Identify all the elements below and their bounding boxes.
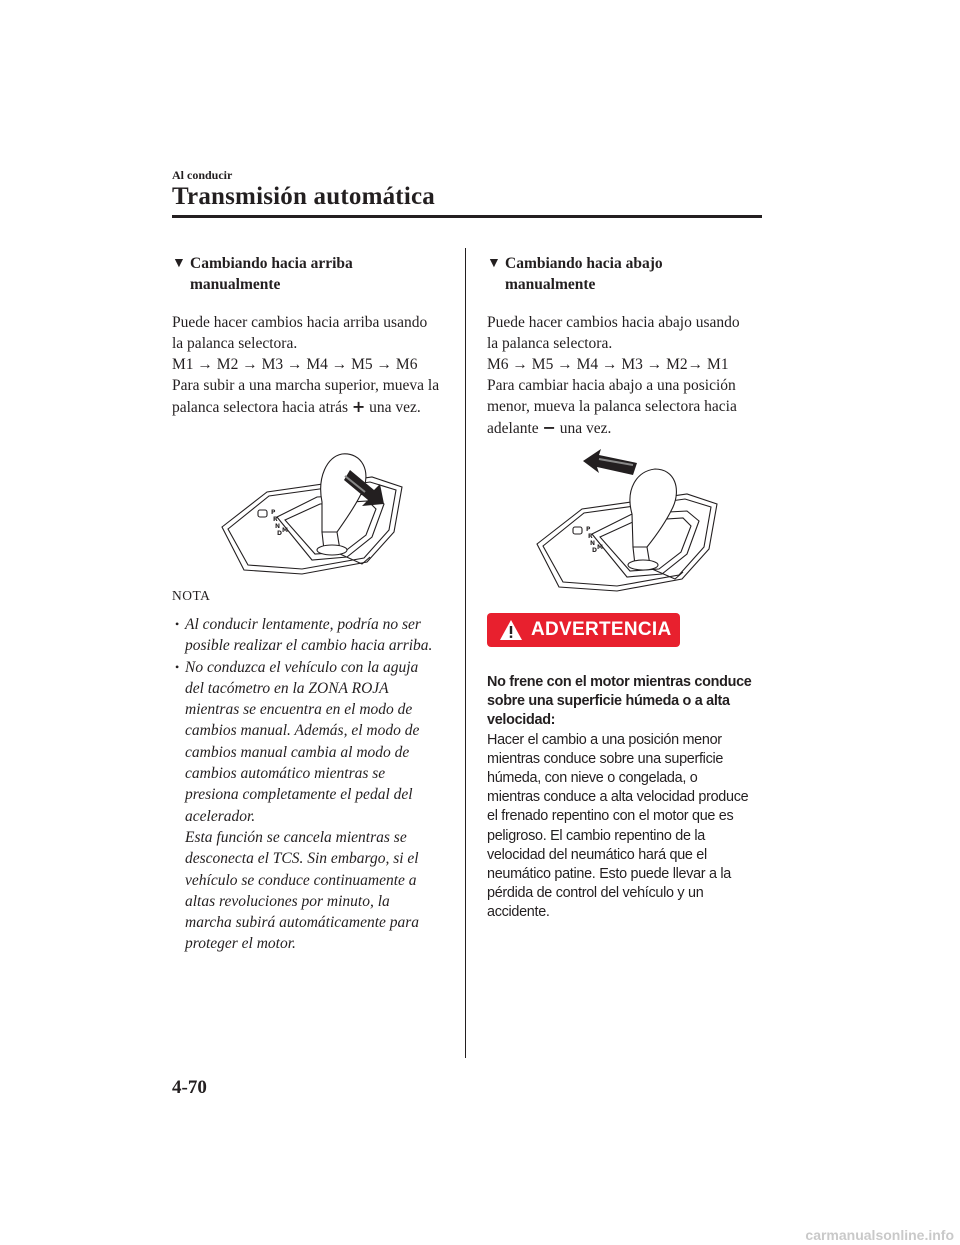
shift-label-r: R [273,516,278,523]
warning-text: No frene con el motor mientras conduce sobre una superficie húmeda o a alta velocidad: Hacer el cambio a una posición menor mientras conduce sobre una superficie húmeda, con nieve o congelada, o mientras conduce a alta velocidad produce el frenado repentino con el motor que es peligroso. El cambio repentino de la velocidad del neumático hará que el neumático patine. Esto puede llevar a la pérdida de control del vehículo y un accidente. [487,674,752,921]
triangle-marker-icon: ▼ [172,256,186,271]
arrow-forward-icon [583,449,637,475]
shift-label-m: M [282,527,288,534]
downshift-sequence: M6 → M5 → M4 → M3 → M2→ M1 [487,356,729,373]
page-number: 4-70 [172,1077,207,1098]
shift-label-r: R [588,533,593,540]
shift-label-d: D [277,530,282,537]
note-title: NOTA [172,588,211,603]
downshift-p2-line3: adelante − una vez. [487,418,612,437]
warning-label: ADVERTENCIA [531,619,672,640]
upshift-heading-line2: manualmente [190,276,281,293]
shift-label-n: N [590,540,596,547]
triangle-marker-icon: ▼ [487,256,501,271]
note-list [172,614,452,955]
upshift-heading-line1: Cambiando hacia arriba [190,255,353,272]
page-title: Transmisión automática [172,183,435,210]
shift-label-p: P [271,509,276,516]
upshift-body [172,312,452,418]
minus-icon: − [542,418,556,437]
shift-label-p: P [586,526,591,533]
downshift-p2-line2: menor, mueva la palanca selectora hacia [487,398,737,415]
downshift-heading-line2: manualmente [505,276,596,293]
plus-icon: + [351,397,366,416]
upshift-p2-line2: palanca selectora hacia atrás + una vez. [172,397,421,416]
downshift-heading-line1: Cambiando hacia abajo [505,255,663,272]
upshift-sequence: M1 → M2 → M3 → M4 → M5 → M6 [172,356,418,373]
upshift-heading [172,253,452,295]
downshift-heading [487,253,767,295]
warning-banner [487,613,680,647]
downshift-p2-line1: Para cambiar hacia abajo a una posición [487,377,736,394]
upshift-p1-line2: la palanca selectora. [172,335,298,352]
section-label: Al conducir [172,168,233,182]
column-divider [465,248,466,1058]
downshift-body [487,312,767,439]
upshift-p1-line1: Puede hacer cambios hacia arriba usando [172,314,428,331]
header-rule [172,215,762,218]
right-column [487,253,767,923]
warning-triangle-icon [499,619,523,641]
shift-label-d: D [592,547,597,554]
left-column [172,253,452,955]
downshift-p1-line1: Puede hacer cambios hacia abajo usando [487,314,740,331]
upshift-illustration [172,432,452,582]
downshift-p1-line2: la palanca selectora. [487,335,613,352]
shift-label-m: M [597,544,603,551]
site-watermark-link[interactable]: carmanualsonline.info [805,1227,954,1243]
downshift-illustration [487,449,767,599]
note-item: • No conduzca el vehículo con la aguja del tacómetro en la ZONA ROJA mientras se encuentra en el modo de cambios manual. Además, el modo de cambios manual cambia al modo de cambios automático mientras se presiona completamente el pedal del acelerador. Esta función se cancela mientras se desconecta el TCS. Sin embargo, si el vehículo se conduce continuamente a altas revoluciones por minuto, la marcha subirá automáticamente para proteger el motor. [175,658,420,953]
note-item: • Al conducir lentamente, podría no ser posible realizar el cambio hacia arriba. [175,616,433,655]
shift-label-n: N [275,523,281,530]
upshift-p2-line1: Para subir a una marcha superior, mueva la [172,377,440,394]
